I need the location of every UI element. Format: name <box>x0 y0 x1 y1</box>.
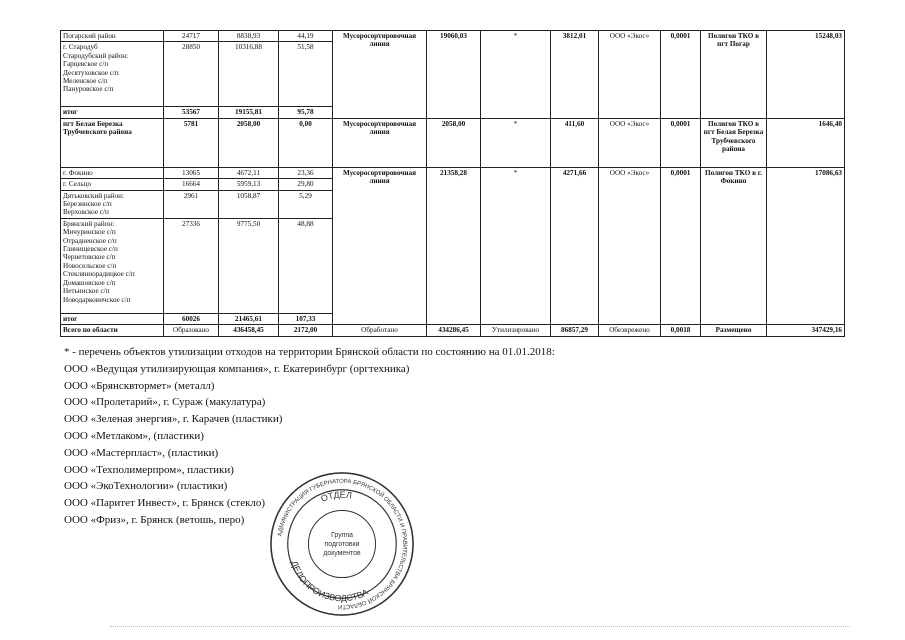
population-cell: 28850 <box>164 42 219 107</box>
grand-total-cell: 86857,29 <box>551 325 599 336</box>
company-item: ООО «Ведущая утилизирующая компания», г. Екатеринбург (оргтехника) <box>64 362 410 375</box>
settlement-cell: Погарский район <box>61 31 164 42</box>
pogar-row <box>61 31 845 42</box>
population-cell: 24717 <box>164 31 219 42</box>
total-label-cell: итог <box>61 313 164 324</box>
company-cell: ООО «Экос» <box>599 118 661 167</box>
company-item: ООО «Паритет Инвест», г. Брянск (стекло) <box>64 497 266 510</box>
waste-table <box>60 30 845 337</box>
mass-cell: 10316,88 <box>219 42 279 107</box>
value-cell: 44,19 <box>279 31 333 42</box>
footnote-mark-cell: * <box>481 31 551 119</box>
company-item: ООО «Техполимерпром», пластики) <box>64 463 234 476</box>
grand-total-cell: 436458,45 <box>219 325 279 336</box>
grand-total-cell: Размещено <box>701 325 767 336</box>
utilized-cell: 411,60 <box>551 118 599 167</box>
total-population-cell: 60026 <box>164 313 219 324</box>
beloberezka-row <box>61 118 845 167</box>
svg-text:ДЕЛОПРОИЗВОДСТВА <box>289 559 369 603</box>
grand-total-cell: Обработано <box>333 325 427 336</box>
settlement-cell: Дятьковский район: Березинское с/п Верховское с/п <box>61 190 164 218</box>
population-cell: 16664 <box>164 179 219 190</box>
company-cell: ООО «Экос» <box>599 167 661 324</box>
population-cell: 5781 <box>164 118 219 167</box>
stamp-center-1: Группа <box>331 532 353 540</box>
mass-cell: 4672,11 <box>219 167 279 178</box>
processed-cell: 19060,03 <box>427 31 481 119</box>
object-cell: Мусоросортировочная линия <box>333 31 427 119</box>
value-cell: 29,80 <box>279 179 333 190</box>
settlement-cell: г. Стародуб Стародубский район: Гарцевское с/п Десятуховское с/п Меленское с/п Пануровское с/п <box>61 42 164 107</box>
coef-cell: 0,0001 <box>661 118 701 167</box>
company-item: ООО «ЭкоТехнологии» (пластики) <box>64 480 228 493</box>
svg-text:ОТДЕЛ <box>319 490 352 504</box>
settlement-cell: пгт Белая Березка Трубчевского района <box>61 118 164 167</box>
value-cell: 23,36 <box>279 167 333 178</box>
value-cell: 0,00 <box>279 118 333 167</box>
object-cell: Мусоросортировочная линия <box>333 118 427 167</box>
grand-total-cell: Образовано <box>164 325 219 336</box>
value-cell: 5,29 <box>279 190 333 218</box>
mass-cell: 1058,87 <box>219 190 279 218</box>
company-item: ООО «Зеленая энергия», г. Карачев (пластики) <box>64 413 283 426</box>
scan-artifact-line <box>110 626 850 629</box>
company-item: ООО «Брянсквтормет» (металл) <box>64 379 215 392</box>
settlement-cell: Брянский район: Мичуринское с/п Отрадненское с/п Глинищевское с/п Чернетовское с/п Новосельское с/п Стекляннорадицкое с/п Домашовское с/п Нетьинское с/п Новодарковичское с/п <box>61 218 164 313</box>
company-item: ООО «Пролетарий», г. Сураж (макулатура) <box>64 396 266 409</box>
object-cell: Мусоросортировочная линия <box>333 167 427 324</box>
value-cell: 51,58 <box>279 42 333 107</box>
processed-cell: 2058,00 <box>427 118 481 167</box>
placed-cell: 17086,63 <box>767 167 845 324</box>
grand-total-cell: Всего по области <box>61 325 164 336</box>
settlement-cell: г. Фокино <box>61 167 164 178</box>
stamp-dept-bottom: ДЕЛОПРОИЗВОДСТВА <box>289 559 370 604</box>
processed-cell: 21358,28 <box>427 167 481 324</box>
footnote-mark-cell: * <box>481 167 551 324</box>
mass-cell: 9775,50 <box>219 218 279 313</box>
total-mass-cell: 19155,81 <box>219 107 279 118</box>
grand-total-cell: 2172,00 <box>279 325 333 336</box>
mass-cell: 5959,13 <box>219 179 279 190</box>
company-item: ООО «Мастерпласт», (пластики) <box>64 446 219 459</box>
footnote: * - перечень объектов утилизации отходов на территории Брянской области по состоянию на 01.01.2018: <box>64 346 555 358</box>
department-stamp <box>268 470 416 618</box>
grand-total-cell: 347429,16 <box>767 325 845 336</box>
population-cell: 13065 <box>164 167 219 178</box>
grand-total-row <box>61 325 845 336</box>
total-label-cell: итог <box>61 107 164 118</box>
fokino-row <box>61 167 845 178</box>
company-item: ООО «Метлаком», (пластики) <box>64 429 204 442</box>
population-cell: 2961 <box>164 190 219 218</box>
total-value-cell: 95,78 <box>279 107 333 118</box>
coef-cell: 0,0001 <box>661 31 701 119</box>
settlement-cell: г. Сельцо <box>61 179 164 190</box>
landfill-cell: Полигон ТКО в пгт Погар <box>701 31 767 119</box>
value-cell: 48,88 <box>279 218 333 313</box>
population-cell: 27336 <box>164 218 219 313</box>
company-cell: ООО «Экос» <box>599 31 661 119</box>
mass-cell: 8838,93 <box>219 31 279 42</box>
coef-cell: 0,0001 <box>661 167 701 324</box>
grand-total-cell: 434286,45 <box>427 325 481 336</box>
company-item: ООО «Фриз», г. Брянск (ветошь, перо) <box>64 513 245 526</box>
total-value-cell: 107,33 <box>279 313 333 324</box>
mass-cell: 2058,00 <box>219 118 279 167</box>
stamp-center-2: подготовки <box>324 540 360 548</box>
stamp-dept-top: ОТДЕЛ <box>319 489 353 504</box>
stamp-ring-text: АДМИНИСТРАЦИЯ ГУБЕРНАТОРА БРЯНСКОЙ ОБЛАСТИ И ПРАВИТЕЛЬСТВА БРЯНСКОЙ ОБЛАСТИ <box>277 478 408 610</box>
footnote-mark-cell: * <box>481 118 551 167</box>
grand-total-cell: Утилизировано <box>481 325 551 336</box>
landfill-cell: Полигон ТКО в г. Фокино <box>701 167 767 324</box>
utilized-cell: 3812,01 <box>551 31 599 119</box>
landfill-cell: Полигон ТКО в пгт Белая Березка Трубчевского района <box>701 118 767 167</box>
total-population-cell: 53567 <box>164 107 219 118</box>
grand-total-cell: 0,0018 <box>661 325 701 336</box>
total-mass-cell: 21465,61 <box>219 313 279 324</box>
placed-cell: 15248,03 <box>767 31 845 119</box>
stamp-center-3: документов <box>323 549 361 557</box>
utilized-cell: 4271,66 <box>551 167 599 324</box>
placed-cell: 1646,40 <box>767 118 845 167</box>
grand-total-cell: Обезврежено <box>599 325 661 336</box>
